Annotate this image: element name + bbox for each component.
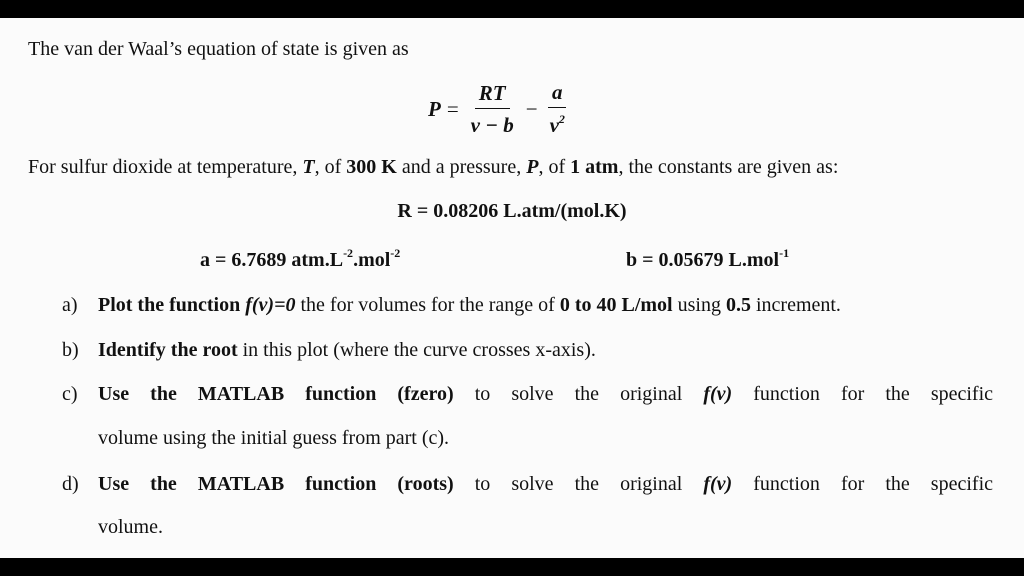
item-c-text-line1: [98, 383, 993, 406]
item-b-part: in this plot (where the curve crosses x-axis).: [237, 339, 596, 361]
item-a-part: using: [672, 294, 726, 316]
condition-pressure: 1 atm: [570, 156, 619, 178]
constant-a-mid: .mol: [353, 249, 391, 271]
condition-T: T: [302, 156, 315, 178]
condition-P: P: [526, 156, 539, 178]
item-d-text-line1: [98, 473, 993, 496]
item-d-bold: Use the MATLAB function (roots): [98, 473, 454, 495]
item-d-function: f(v): [703, 473, 733, 495]
condition-part: , of: [314, 156, 347, 178]
item-c-part: to solve the original: [453, 383, 704, 405]
top-letterbox-bar: [0, 0, 1024, 18]
condition-part: , of: [538, 156, 571, 178]
item-c-function: f(v): [703, 383, 733, 405]
bottom-letterbox-bar: [0, 558, 1024, 576]
document-page: [0, 18, 1024, 558]
eq-frac2-den-base: v: [549, 113, 559, 137]
item-a-label: a): [62, 294, 78, 316]
eq-minus: −: [525, 96, 538, 121]
condition-part: and a pressure,: [396, 156, 527, 178]
item-b-text: [98, 339, 993, 362]
constant-a-exp1: -2: [343, 246, 354, 260]
item-d-part: to solve the original: [453, 473, 704, 495]
eq-fraction-1: [467, 81, 518, 138]
condition-part: , the constants are given as:: [618, 156, 839, 178]
eq-frac2-den-exp: 2: [558, 112, 565, 126]
item-c-part: function for the specific: [732, 383, 994, 405]
item-d-label: d): [62, 473, 79, 495]
constant-b-exp: -1: [779, 246, 790, 260]
van-der-waals-equation: [428, 80, 571, 138]
eq-equals: =: [446, 96, 459, 121]
item-d-text-line2: volume.: [98, 516, 163, 538]
condition-part: For sulfur dioxide at temperature,: [28, 156, 303, 178]
item-a-part: increment.: [750, 294, 841, 316]
eq-lhs: P: [428, 96, 441, 121]
constant-a-exp2: -2: [390, 246, 401, 260]
item-a-function: f(v)=0: [245, 294, 296, 316]
item-b-bold: Identify the root: [98, 339, 238, 361]
item-c-text-line2: volume using the initial guess from part (c).: [98, 427, 450, 449]
item-a-bold: Plot the function: [98, 294, 246, 316]
item-a-text: [98, 294, 993, 317]
condition-temperature: 300 K: [346, 156, 397, 178]
item-c-label: c): [62, 383, 78, 405]
item-a-part: the for volumes for the range of: [295, 294, 560, 316]
item-b-label: b): [62, 339, 79, 361]
item-c-bold: Use the MATLAB function (fzero): [98, 383, 454, 405]
constant-a: [200, 246, 400, 272]
eq-frac2-denominator: [546, 108, 569, 138]
eq-frac2-numerator: a: [548, 80, 567, 108]
constant-R: R = 0.08206 L.atm/(mol.K): [397, 200, 627, 222]
constant-b-prefix: b = 0.05679 L.mol: [626, 249, 780, 271]
intro-text: The van der Waal’s equation of state is given as: [28, 38, 409, 60]
condition-text: [28, 156, 838, 179]
item-a-increment: 0.5: [725, 294, 751, 316]
eq-fraction-2: [546, 80, 569, 138]
eq-frac1-denominator: v − b: [470, 112, 514, 137]
item-a-range: 0 to 40 L/mol: [559, 294, 673, 316]
constant-a-prefix: a = 6.7689 atm.L: [200, 249, 344, 271]
constant-b: [626, 246, 789, 272]
eq-frac1-numerator: RT: [475, 81, 510, 109]
item-d-part: function for the specific: [732, 473, 993, 495]
